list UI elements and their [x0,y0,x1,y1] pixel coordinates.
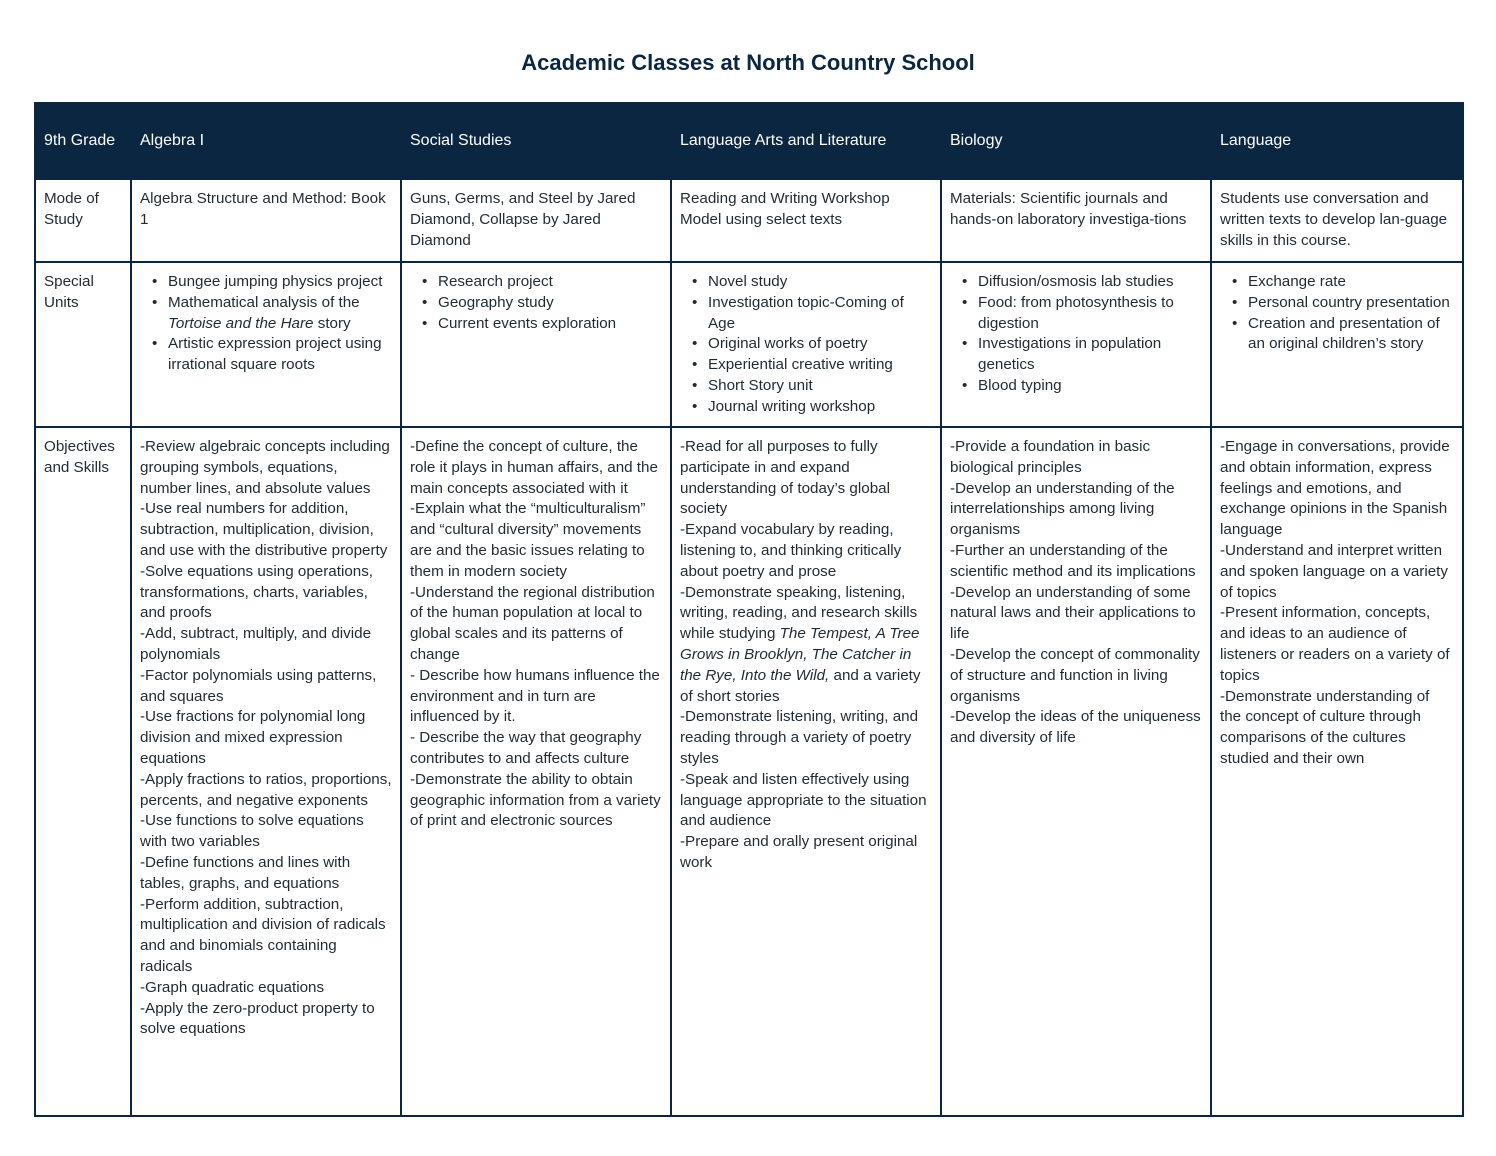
objective-line: -Factor polynomials using patterns, and squares [140,666,377,705]
objectives-algebra [131,427,401,1116]
subject-header-social-studies: Social Studies [401,103,671,179]
mode-language: Students use conversation and written texts to develop lan-guage skills in this course. [1211,179,1463,262]
objective-line: -Further an understanding of the scientific method and its implications [950,541,1196,580]
units-biology [941,262,1211,427]
objective-line: -Expand vocabulary by reading, listening to, and thinking critically about poetry and prose [680,521,902,580]
special-units-row [35,262,1463,427]
list-item: • Novel study [706,272,932,293]
objective-line: -Prepare and orally present original work [680,833,918,871]
objective-line: -Develop an understanding of some natural laws and their applications to life [950,583,1196,643]
subject-header-biology: Biology [941,103,1211,179]
row-label-units: Special Units [35,262,131,427]
objective-line: - Describe the way that geography contributes to and affects culture [410,729,642,767]
row-label-objectives: Objectives and Skills [35,427,131,1116]
objective-line: -Graph quadratic equations [140,978,325,996]
objective-line: -Understand and interpret written and spoken language on a variety of topics [1220,541,1448,601]
units-language [1211,262,1463,427]
list-item: • Artistic expression project using irrational square roots [166,334,392,376]
mode-social-studies: Guns, Germs, and Steel by Jared Diamond, Collapse by Jared Diamond [401,179,671,262]
row-label-mode: Mode of Study [35,179,131,262]
objective-line: -Define the concept of culture, the role it plays in human affairs, and the main concepts associated with it [410,438,658,497]
objective-line: -Develop the ideas of the uniqueness and diversity of life [950,708,1201,747]
list-item: • Current events exploration [436,314,662,335]
list-item: • Creation and presentation of an original children’s story [1246,314,1454,356]
objective-line: -Provide a foundation in basic biological principles [950,438,1151,476]
list-item: • Journal writing workshop [706,397,932,418]
mode-language-arts: Reading and Writing Workshop Model using select texts [671,179,941,262]
objective-line: -Solve equations using operations, transformations, charts, variables, and proofs [140,562,374,622]
objective-line: -Understand the regional distribution of the human population at local to global scales and its patterns of change [410,583,655,663]
objective-line: -Perform addition, subtraction, multiplication and division of radicals and and binomials containing radicals [140,895,386,975]
objective-line: -Demonstrate speaking, listening, writing, reading, and research skills while studying The Tempest, A Tree Grows in Brooklyn, The Catcher in the Rye, Into the Wild, and a variety of short stories [680,583,921,705]
objectives-language [1211,427,1463,1116]
list-item: • Personal country presentation [1246,293,1454,314]
header-row [35,103,1463,179]
objective-line: -Present information, concepts, and ideas to an audience of listeners or readers on a variety of topics [1220,604,1450,684]
grade-header: 9th Grade [35,103,131,179]
objective-line: -Apply the zero-product property to solve equations [140,999,375,1038]
mode-of-study-row [35,179,1463,262]
list-item: • Bungee jumping physics project [166,272,392,293]
objective-line: -Speak and listen effectively using language appropriate to the situation and audience [680,770,927,830]
list-item: • Short Story unit [706,376,932,397]
list-item: • Food: from photosynthesis to digestion [976,293,1202,335]
objective-line: -Use real numbers for addition, subtraction, multiplication, division, and use with the distributive property [140,500,388,559]
objective-line: -Apply fractions to ratios, proportions, percents, and negative exponents [140,770,392,809]
objective-line: -Demonstrate the ability to obtain geographic information from a variety of print and electronic sources [410,770,661,830]
classes-table [34,102,1464,1117]
objective-line: -Define functions and lines with tables, graphs, and equations [140,853,351,892]
objectives-language-arts [671,427,941,1116]
objectives-biology [941,427,1211,1116]
objective-line: -Use fractions for polynomial long division and mixed expression equations [140,708,366,767]
objective-line: -Demonstrate understanding of the concept of culture through comparisons of the cultures studied and their own [1220,687,1430,767]
objectives-social-studies [401,427,671,1116]
list-item: • Blood typing [976,376,1202,397]
units-language-arts [671,262,941,427]
list-item: • Original works of poetry [706,334,932,355]
units-social-studies [401,262,671,427]
objective-line: -Use functions to solve equations with two variables [140,812,364,851]
objective-line: -Review algebraic concepts including grouping symbols, equations, number lines, and absolute values [140,438,390,497]
subject-header-language-arts: Language Arts and Literature [671,103,941,179]
list-item: • Investigation topic-Coming of Age [706,293,932,335]
objective-line: -Engage in conversations, provide and obtain information, express feelings and emotions, and exchange opinions in the Spanish language [1220,438,1450,539]
list-item: • Geography study [436,293,662,314]
mode-algebra: Algebra Structure and Method: Book 1 [131,179,401,262]
objective-line: -Develop the concept of commonality of structure and function in living organisms [950,645,1200,705]
objective-line: -Read for all purposes to fully participate in and expand understanding of today’s global society [680,438,890,518]
list-item: • Diffusion/osmosis lab studies [976,272,1202,293]
subject-header-algebra: Algebra I [131,103,401,179]
subject-header-language: Language [1211,103,1463,179]
objective-line: -Develop an understanding of the interrelationships among living organisms [950,479,1175,539]
list-item: • Experiential creative writing [706,355,932,376]
objective-line: - Describe how humans influence the environment and in turn are influenced by it. [410,666,660,726]
objective-line: -Add, subtract, multiply, and divide polynomials [140,625,372,663]
list-item: • Research project [436,272,662,293]
units-algebra [131,262,401,427]
mode-biology: Materials: Scientific journals and hands-on laboratory investiga-tions [941,179,1211,262]
page-title: Academic Classes at North Country School [521,50,975,75]
objective-line: -Explain what the “multiculturalism” and “cultural diversity” movements are and the basic issues relating to them in modern society [410,500,646,580]
objectives-row [35,427,1463,1116]
list-item: • Exchange rate [1246,272,1454,293]
objective-line: -Demonstrate listening, writing, and reading through a variety of poetry styles [680,708,919,767]
list-item: • Investigations in population genetics [976,334,1202,376]
list-item: • Mathematical analysis of the Tortoise and the Hare story [166,293,392,335]
